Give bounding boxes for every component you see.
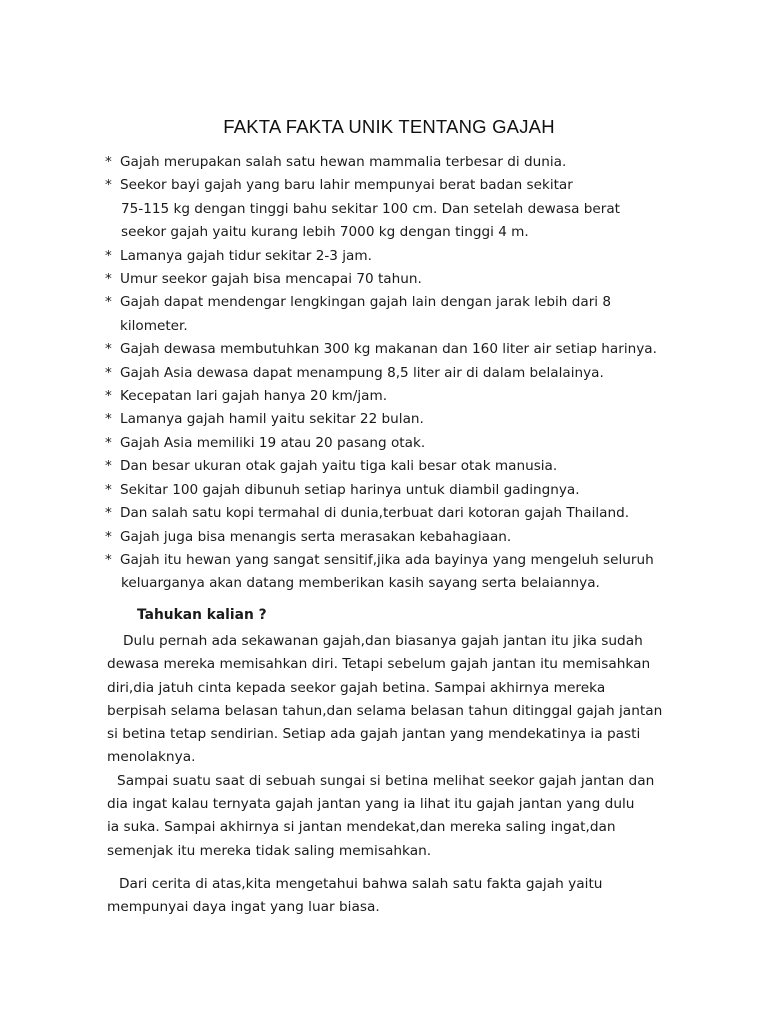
fact-line: Kecepatan lari gajah hanya 20 km/jam. [120, 388, 388, 405]
story-line: mempunyai daya ingat yang luar biasa. [107, 899, 380, 916]
story-line: dia ingat kalau ternyata gajah jantan yang ia lihat itu gajah jantan yang dulu [107, 796, 635, 813]
fact-item [105, 385, 705, 408]
fact-line: Gajah dapat mendengar lengkingan gajah lain dengan jarak lebih dari 8 [120, 294, 612, 311]
fact-line: keluarganya akan datang memberikan kasih sayang serta belaiannya. [121, 575, 600, 592]
fact-item [105, 245, 705, 268]
fact-item [105, 291, 705, 338]
bullet-star: * [105, 388, 112, 405]
fact-item [105, 502, 705, 525]
fact-item [105, 174, 705, 244]
fact-line: Dan salah satu kopi termahal di dunia,terbuat dari kotoran gajah Thailand. [120, 505, 630, 522]
fact-line: Umur seekor gajah bisa mencapai 70 tahun. [120, 271, 422, 288]
story-line: dewasa mereka memisahkan diri. Tetapi sebelum gajah jantan itu memisahkan [107, 656, 651, 673]
fact-line: 75-115 kg dengan tinggi bahu sekitar 100 cm. Dan setelah dewasa berat [121, 200, 621, 217]
fact-line: Gajah merupakan salah satu hewan mammalia terbesar di dunia. [120, 154, 567, 170]
story-line: Dulu pernah ada sekawanan gajah,dan biasanya gajah jantan itu jika sudah [123, 633, 643, 649]
fact-line: Gajah Asia memiliki 19 atau 20 pasang otak. [120, 434, 426, 451]
fact-line: Gajah Asia dewasa dapat menampung 8,5 liter air di dalam belalainya. [120, 364, 604, 381]
fact-item [105, 268, 705, 291]
fact-line: Gajah dewasa membutuhkan 300 kg makanan dan 160 liter air setiap harinya. [120, 341, 657, 358]
bullet-star: * [105, 364, 112, 381]
bullet-star: * [105, 434, 112, 451]
section-heading: Tahukan kalian ? [137, 607, 267, 623]
fact-line: Seekor bayi gajah yang baru lahir mempunyai berat badan sekitar [120, 177, 573, 194]
document-title: FAKTA FAKTA UNIK TENTANG GAJAH [223, 116, 555, 137]
bullet-star: * [105, 481, 112, 498]
fact-item [105, 526, 705, 549]
fact-line: Sekitar 100 gajah dibunuh setiap harinya untuk diambil gadingnya. [120, 481, 580, 498]
fact-item [105, 338, 705, 361]
fact-line: Gajah juga bisa menangis serta merasakan kebahagiaan. [120, 528, 512, 545]
bullet-star: * [105, 411, 112, 428]
fact-line: Lamanya gajah hamil yaitu sekitar 22 bulan. [120, 411, 424, 428]
bullet-star: * [105, 528, 112, 545]
fact-line: seekor gajah yaitu kurang lebih 7000 kg dengan tinggi 4 m. [121, 224, 529, 241]
bullet-star: * [105, 458, 112, 475]
bullet-star: * [105, 177, 112, 194]
bullet-star: * [105, 154, 112, 170]
story-line: Sampai suatu saat di sebuah sungai si betina melihat seekor gajah jantan dan [117, 772, 655, 789]
facts-list [105, 151, 705, 596]
fact-line: Dan besar ukuran otak gajah yaitu tiga kali besar otak manusia. [120, 458, 558, 475]
story-line: menolaknya. [107, 749, 196, 766]
fact-line: kilometer. [120, 317, 188, 334]
fact-item [105, 455, 705, 478]
story-line: ia suka. Sampai akhirnya si jantan mendekat,dan mereka saling ingat,dan [107, 819, 616, 836]
bullet-star: * [105, 551, 112, 568]
bullet-star: * [105, 505, 112, 522]
fact-item [105, 151, 705, 174]
bullet-star: * [105, 247, 112, 264]
story-line: si betina tetap sendirian. Setiap ada gajah jantan yang mendekatinya ia pasti [107, 726, 641, 743]
bullet-star: * [105, 294, 112, 311]
fact-line: Gajah itu hewan yang sangat sensitif,jika ada bayinya yang mengeluh seluruh [120, 551, 654, 568]
story-line: diri,dia jatuh cinta kepada seekor gajah betina. Sampai akhirnya mereka [107, 679, 606, 696]
story-line: berpisah selama belasan tahun,dan selama belasan tahun ditinggal gajah jantan [107, 702, 663, 719]
fact-item [105, 362, 705, 385]
story-text [107, 630, 707, 920]
fact-item [105, 432, 705, 455]
fact-item [105, 549, 705, 596]
bullet-star: * [105, 271, 112, 288]
story-line: Dari cerita di atas,kita mengetahui bahwa salah satu fakta gajah yaitu [119, 875, 603, 892]
fact-item [105, 479, 705, 502]
story-line: semenjak itu mereka tidak saling memisahkan. [107, 842, 432, 859]
fact-line: Lamanya gajah tidur sekitar 2-3 jam. [120, 247, 372, 264]
bullet-star: * [105, 341, 112, 358]
fact-item [105, 408, 705, 431]
